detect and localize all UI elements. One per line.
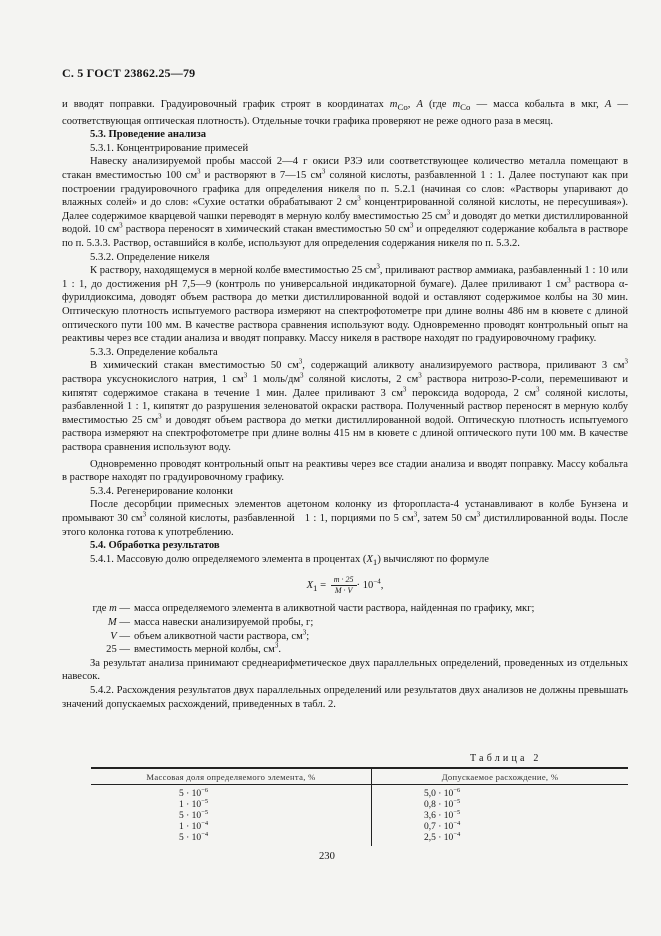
formula-lhs: X xyxy=(306,580,314,592)
table xyxy=(91,767,628,846)
paragraph-7: В химический стакан вместимостью 50 $см^3$, содержащий аликвоту анализируемого раствора, приливают 3 $см^3$ раствора уксуснокислого натрия, 1 $см^3$ 1 моль/$дм^3$ соляной кислоты, 2 $см^3$ раствора нитрозо-Р-соли, перемешивают и кипятят содержимое стакана в течение 1 мин. Далее приливают 3 $см^3$ пероксида водорода, 2 $см^3$ соляной кислоты, разбавленной 1 : 1, кипятят до разрушения зеленоватой окраски раствора. Полученный раствор переносят в мерную колбу вместимостью 25 $см^3$ и доводят объем раствора до метки дистиллированной водой. Оптическую плотность испытуемого раствора измеряют на спектрофотометре при длине волны 415 нм в кювете с длиной оптического пути 100 мм. В качестве раствора сравнения используют воду. xyxy=(62,357,628,453)
table-header-row xyxy=(91,767,628,785)
formula-tail: , xyxy=(380,580,384,592)
paragraph-9: 5.3.4. Регенерирование колонки xyxy=(90,485,233,497)
table-cell: $1 \cdot 10^{-5}$ xyxy=(179,797,209,810)
table-cell: $5,0 \cdot 10^{-6}$ xyxy=(424,786,461,799)
definition-text: объем аликвотной части раствора, $см^3$; xyxy=(134,628,310,642)
page-header: С. 5 ГОСТ 23862.25—79 xyxy=(62,66,196,80)
formula-factor: · 10 xyxy=(356,580,374,592)
page-number: 230 xyxy=(319,851,335,862)
definitions-list xyxy=(62,602,628,656)
closing-paragraph-1: 5.4.2. Расхождения результатов двух параллельных определений или результатов двух анализов не должны превышать значений допускаемых расхождений, приведенных в табл. 2. xyxy=(62,684,628,710)
definition-symbol: где m — xyxy=(92,603,130,615)
closing-paragraph-0: За результат анализа принимают среднеарифметическое двух параллельных определений, проведенных из отдельных навесок. xyxy=(62,657,628,683)
paragraph-0: и вводят поправки. Градуировочный график строят в координатах $m_{Co}$, A (где $m_{Co}$ — масса кобальта в мкг, A — соответствующая оптическая плотность). Отдельные точки графика проверяют не реже одного раза в месяц. xyxy=(62,99,628,127)
definition-row xyxy=(62,643,628,657)
paragraph-5: К раствору, находящемуся в мерной колбе вместимостью 25 $см^3$, приливают раствор аммиака, разбавленный 1 : 10 или 1 : 1, до достижения рН 7,5—9 (контроль по универсальной индикаторной бумаге). Далее приливают 1 $см^3$ раствора α-фурилдиоксима, доводят объем раствора до метки дистиллированной водой и оставляют содержимое колбы на 30 мин. Оптическую плотность испытуемого раствора измеряют на спектрофотометре при длине волны 486 нм в кювете с длиной оптического пути 100 мм. В качестве раствора сравнения используют воду. Одновременно проводят контрольный опыт на реактивы через все стадии анализа и вводят поправку. Массу никеля в растворе находят по градуировочному графику. xyxy=(62,262,629,345)
paragraphs-bottom xyxy=(62,657,628,711)
table-cell: $5 \cdot 10^{-5}$ xyxy=(179,808,209,821)
table-cell: $0,8 \cdot 10^{-5}$ xyxy=(424,797,461,810)
table-column-mass-fraction xyxy=(91,785,372,846)
table-cell: $5 \cdot 10^{-4}$ xyxy=(179,830,209,843)
table-column-tolerance xyxy=(372,785,628,846)
paragraph-12: 5.4.1. Массовую долю определяемого элемента в процентах $(X_1)$ вычисляют по формуле xyxy=(90,553,489,567)
formula-numerator: m · 25 xyxy=(331,575,357,586)
definition-text: масса определяемого элемента в аликвотной части раствора, найденная по графику, мкг; xyxy=(134,603,535,615)
paragraph-10: После десорбции примесных элементов ацетоном колонку из фторопласта-4 устанавливают в колбе Бунзена и промывают 30 $см^3$ соляной кислоты, разбавленной 1 : 1, порциями по 5 $см^3$, затем 50 $см^3$ дистиллированной воды. После этого колонка готова к употреблению. xyxy=(62,499,628,538)
formula-fraction xyxy=(331,575,357,596)
definition-row xyxy=(62,630,628,644)
paragraph-3: Навеску анализируемой пробы массой 2—4 г окиси РЗЭ или соответствующее количество металла помещают в стакан вместимостью 100 $см^3$ и растворяют в 7—15 $см^3$ соляной кислоты, разбавленной 1 : 1. Далее поступают как при построении градуировочного графика для определения никеля по п. 5.2.1 (начиная со слов: «Растворы упаривают до влажных солей» и до слов: «Сухие остатки обрабатывают 2 $см^3$ концентрированной соляной кислоты, не пересушивая»). Далее содержимое кварцевой чашки переводят в мерную колбу вместимостью 25 $см^3$ и доводят до метки дистиллированной водой. 10 $см^3$ раствора переносят в химический стакан вместимостью 50 $см^3$ и определяют содержание кобальта в растворе по п. 5.3.3. Раствор, оставшийся в колбе, используют для определения содержания никеля по п. 5.3.2. xyxy=(62,156,628,250)
definition-text: вместимость мерной колбы, $см^3$. xyxy=(134,641,281,656)
definition-symbol: 25 — xyxy=(106,644,130,656)
table-cell: $0,7 \cdot 10^{-4}$ xyxy=(424,819,461,832)
table-header-tolerance: Допускаемое расхождение, % xyxy=(441,771,559,782)
definition-symbol: V — xyxy=(110,630,130,642)
table-cell: $2,5 \cdot 10^{-4}$ xyxy=(424,830,461,843)
definition-text: масса навески анализируемой пробы, г; xyxy=(134,617,314,628)
formula-denominator: M · V xyxy=(334,586,353,596)
formula-lhs-sub: 1 xyxy=(313,583,318,594)
table-caption: Таблица 2 xyxy=(470,753,542,764)
paragraph-8: Одновременно проводят контрольный опыт на реактивы через все стадии анализа и вводят поправку. Массу кобальта в растворе находят по градуировочному графику. xyxy=(62,458,628,484)
formula: $X_1$ = $\frac{m \cdot 25}{M \cdot V}$ · $10^{-4}$, xyxy=(306,575,384,596)
paragraph-11: 5.4. Обработка результатов xyxy=(90,540,220,552)
table-cell: $3,6 \cdot 10^{-5}$ xyxy=(424,808,461,821)
definition-symbol: M — xyxy=(107,617,130,628)
paragraph-1: 5.3. Проведение анализа xyxy=(90,129,206,141)
table-header-mass-fraction: Массовая доля определяемого элемента, % xyxy=(91,769,372,784)
paragraph-4: 5.3.2. Определение никеля xyxy=(90,251,210,263)
table-body xyxy=(91,785,628,846)
paragraphs-top xyxy=(62,98,628,569)
definition-row xyxy=(62,616,628,630)
table-cell: $1 \cdot 10^{-4}$ xyxy=(179,819,209,832)
paragraph-6: 5.3.3. Определение кобальта xyxy=(90,346,218,358)
formula-factor-exp: −4 xyxy=(373,577,381,586)
body-text xyxy=(62,98,628,711)
definition-row xyxy=(62,602,628,616)
paragraph-2: 5.3.1. Концентрирование примесей xyxy=(90,142,249,154)
table-cell: $5 \cdot 10^{-6}$ xyxy=(179,786,209,799)
